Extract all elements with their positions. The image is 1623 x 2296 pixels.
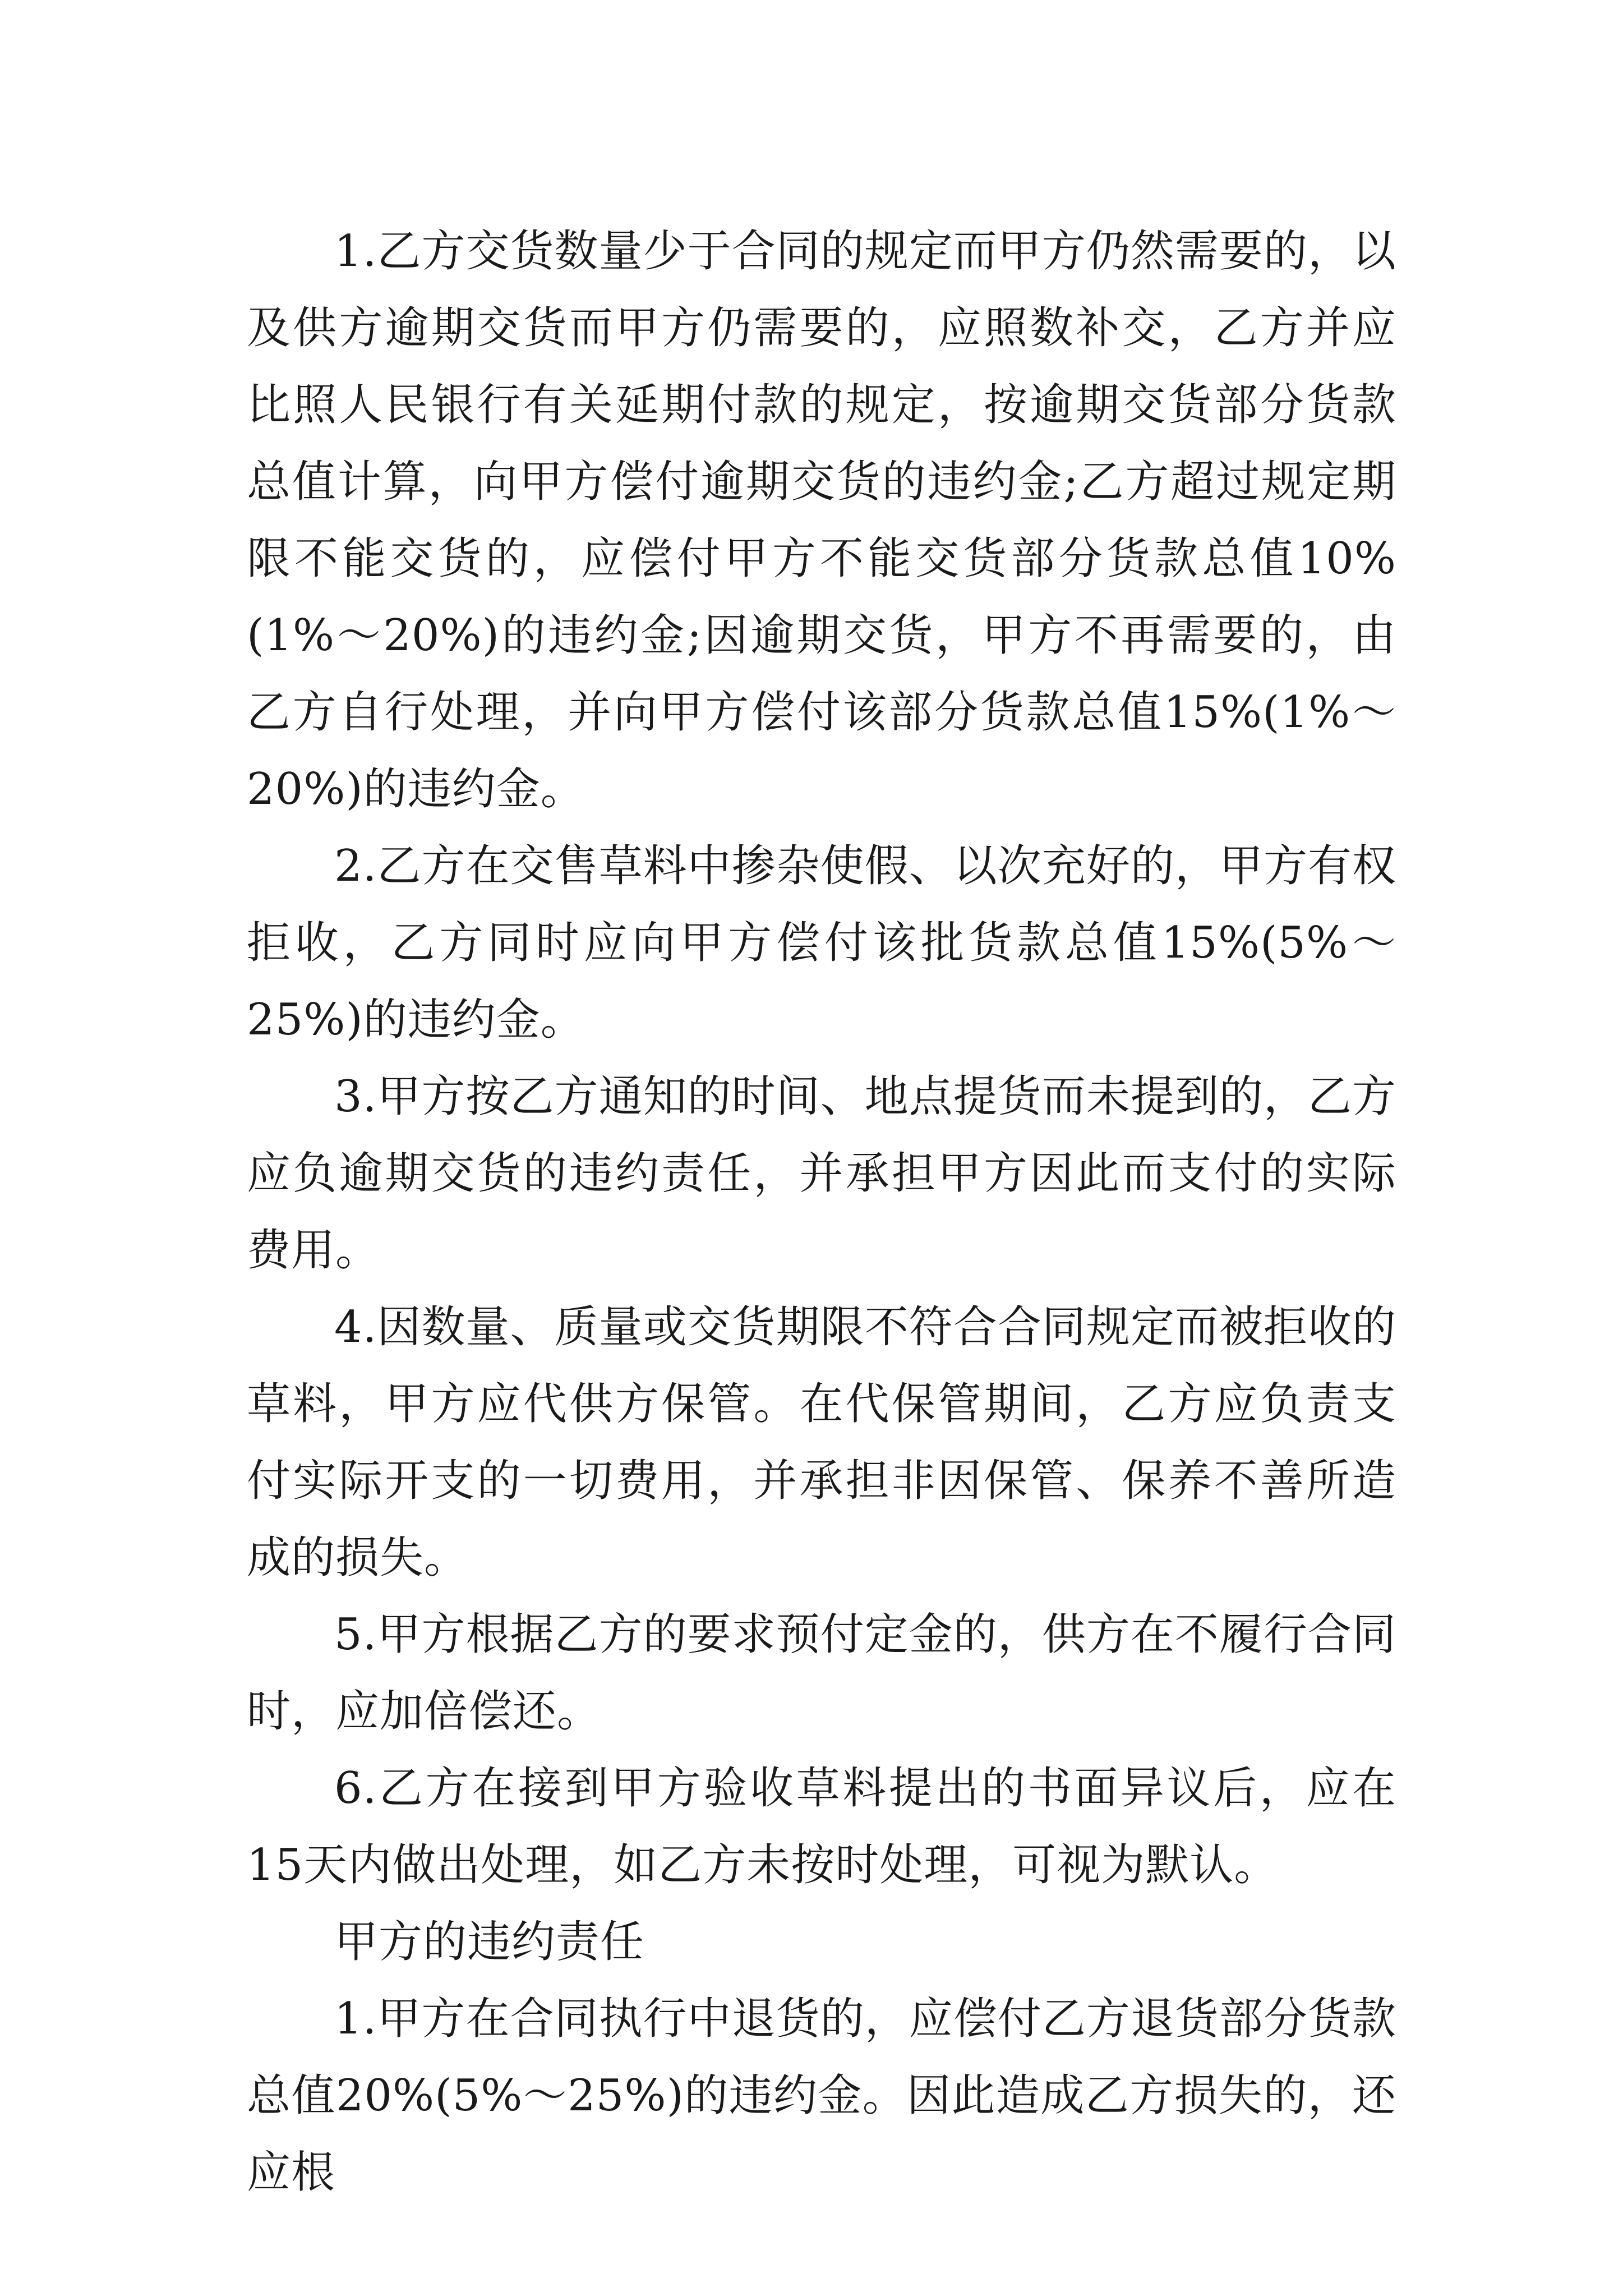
clause-5: 5.甲方根据乙方的要求预付定金的，供方在不履行合同时，应加倍偿还。 — [247, 1609, 1396, 1737]
clause-2: 2.乙方在交售草料中掺杂使假、以次充好的，甲方有权拒收，乙方同时应向甲方偿付该批货款总值15%(5%～25%)的违约金。 — [247, 841, 1396, 1045]
clause-6: 6.乙方在接到甲方验收草料提出的书面异议后，应在15天内做出处理，如乙方未按时处理，可视为默认。 — [247, 1763, 1396, 1890]
clause-1: 1.乙方交货数量少于合同的规定而甲方仍然需要的，以及供方逾期交货而甲方仍需要的，应照数补交，乙方并应比照人民银行有关延期付款的规定，按逾期交货部分货款总值计算，向甲方偿付逾期交货的违约金;乙方超过规定期限不能交货的，应偿付甲方不能交货部分货款总值10%(1%～20%)的违约金;因逾期交货，甲方不再需要的，由乙方自行处理，并向甲方偿付该部分货款总值15%(1%～20%)的违约金。 — [247, 226, 1396, 815]
clause-3: 3.甲方按乙方通知的时间、地点提货而未提到的，乙方应负逾期交货的违约责任，并承担甲方因此而支付的实际费用。 — [247, 1071, 1396, 1276]
section-heading: 甲方的违约责任 — [334, 1917, 645, 1967]
document-body — [247, 213, 1396, 2211]
party-a-clause-1: 1.甲方在合同执行中退货的，应偿付乙方退货部分货款总值20%(5%～25%)的违约金。因此造成乙方损失的，还应根 — [247, 1994, 1396, 2198]
clause-4: 4.因数量、质量或交货期限不符合合同规定而被拒收的草料，甲方应代供方保管。在代保管期间，乙方应负责支付实际开支的一切费用，并承担非因保管、保养不善所造成的损失。 — [247, 1302, 1396, 1583]
